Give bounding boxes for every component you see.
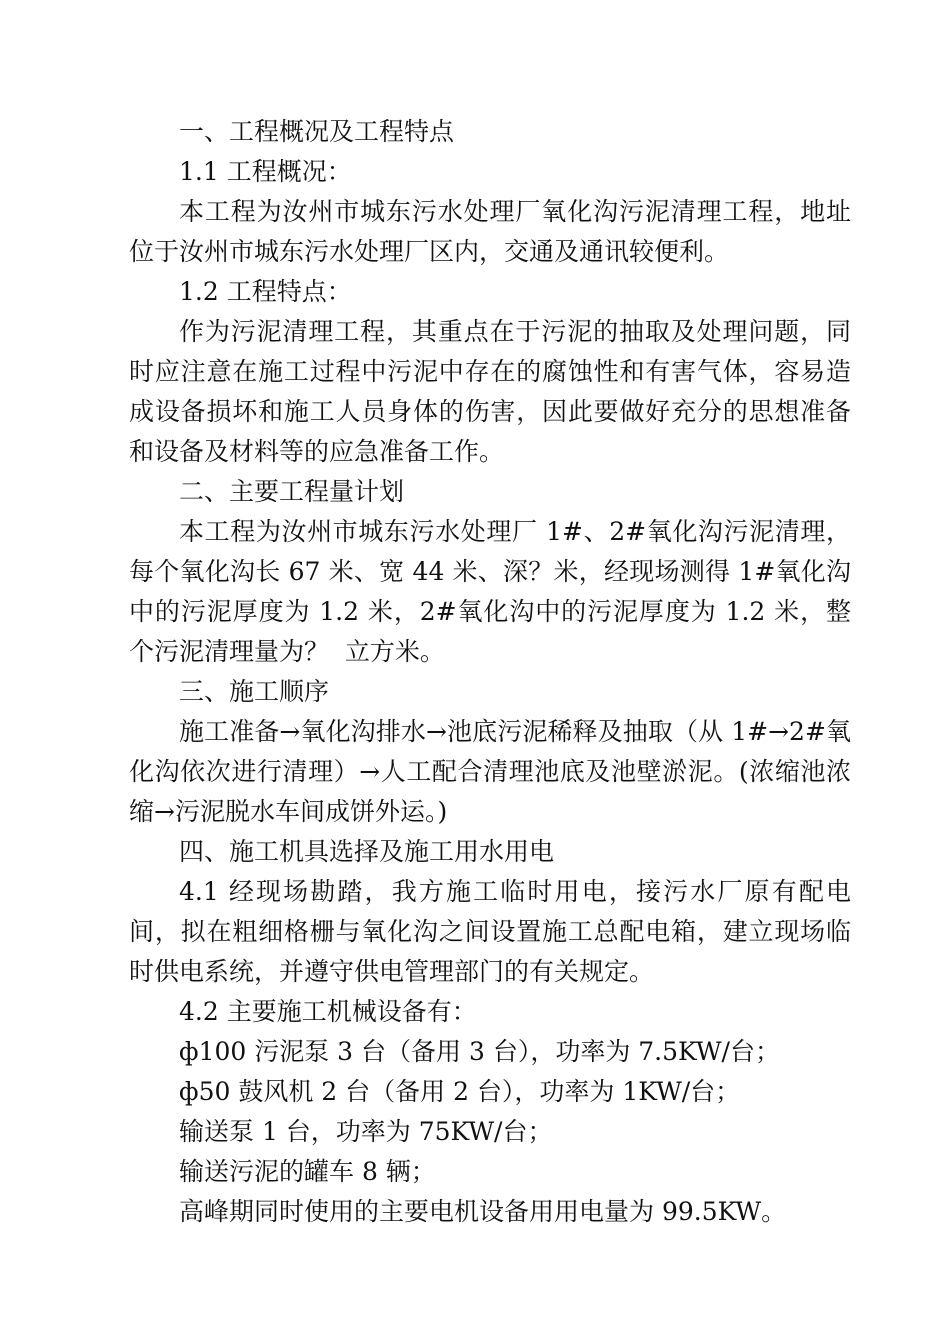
section-3-body: 施工准备→氧化沟排水→池底污泥稀释及抽取（从 1#→2#氧化沟依次进行清理）→人工配合清理池底及池壁淤泥。(浓缩池浓缩→污泥脱水车间成饼外运。): [129, 717, 851, 826]
equipment-item: 输送污泥的罐车 8 辆；: [179, 1157, 436, 1186]
section-2-body: 本工程为汝州市城东污水处理厂 1#、2#氧化沟污泥清理，每个氧化沟长 67 米、宽 44 米、深？米，经现场测得 1#氧化沟中的污泥厚度为 1.2 米，2#氧化沟中的污泥厚度为 1.2 米，整个污泥清理量为？ 立方米。: [129, 517, 851, 666]
equipment-item: ф50 鼓风机 2 台（备用 2 台），功率为 1KW/台；: [179, 1077, 741, 1106]
equipment-item: 输送泵 1 台，功率为 75KW/台；: [179, 1117, 553, 1146]
section-4-2-heading: 4.2 主要施工机械设备有：: [179, 997, 477, 1026]
document-body: [129, 112, 851, 1232]
section-4-heading: 四、施工机具选择及施工用水用电: [179, 837, 555, 866]
section-1-1-heading: 1.1 工程概况：: [179, 157, 352, 186]
section-1-heading: 一、工程概况及工程特点: [179, 117, 455, 146]
peak-power-note: 高峰期同时使用的主要电机设备用用电量为 99.5KW。: [179, 1197, 787, 1226]
section-3-heading: 三、施工顺序: [179, 677, 330, 706]
section-1-2-body: 作为污泥清理工程，其重点在于污泥的抽取及处理问题，同时应注意在施工过程中污泥中存在的腐蚀性和有害气体，容易造成设备损坏和施工人员身体的伤害，因此要做好充分的思想准备和设备及材料等的应急准备工作。: [129, 317, 851, 466]
section-1-2-heading: 1.2 工程特点：: [179, 277, 352, 306]
equipment-item: ф100 污泥泵 3 台（备用 3 台），功率为 7.5KW/台；: [179, 1037, 780, 1066]
section-2-heading: 二、主要工程量计划: [179, 477, 405, 506]
section-4-1-body: 4.1 经现场勘踏，我方施工临时用电，接污水厂原有配电间，拟在粗细格栅与氧化沟之间设置施工总配电箱，建立现场临时供电系统，并遵守供电管理部门的有关规定。: [129, 877, 851, 986]
section-1-1-body: 本工程为汝州市城东污水处理厂氧化沟污泥清理工程，地址位于汝州市城东污水处理厂区内，交通及通讯较便利。: [129, 197, 851, 266]
